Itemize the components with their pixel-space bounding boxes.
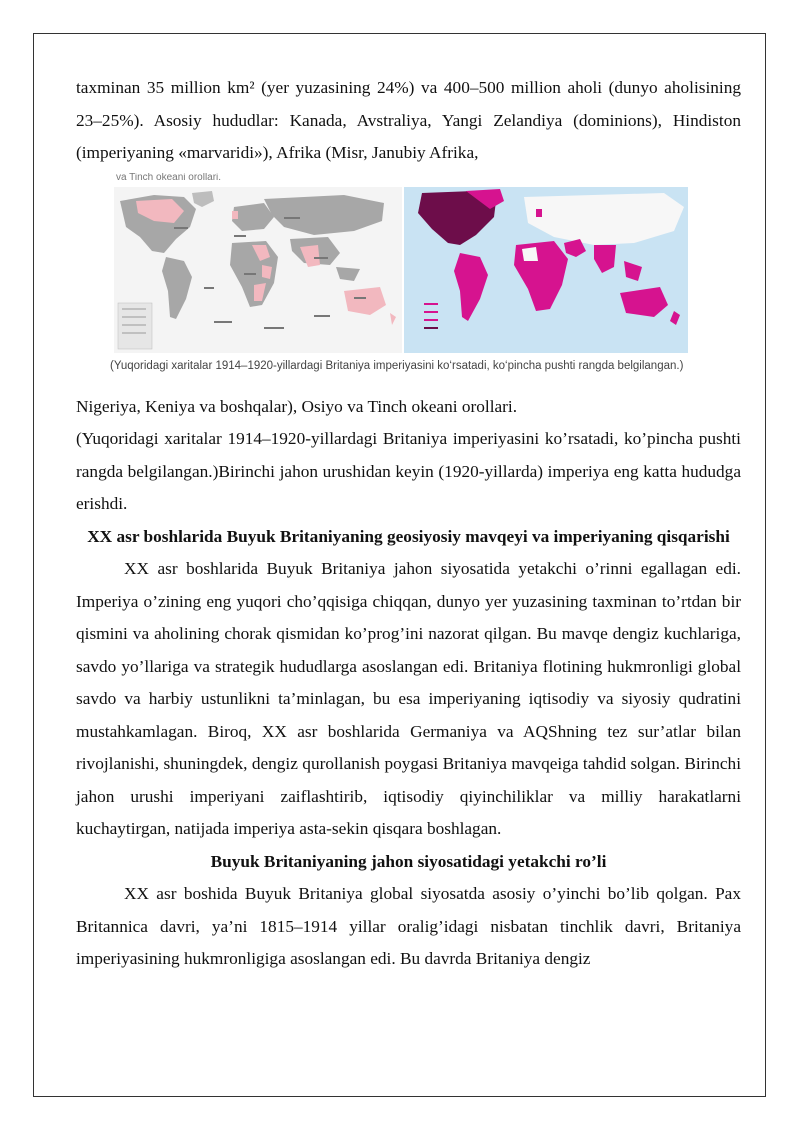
british-empire-map-colored <box>404 187 688 353</box>
british-empire-map-gray <box>114 187 402 353</box>
paragraph-geopolitics: XX asr boshlarida Buyuk Britaniya jahon siyosatida yetakchi o’rinni egallagan edi. Imperiya o’zining eng yuqori cho’qqisiga chiqqan, dunyo yer yuzasining taxminan to’rtdan bir qismini va aholining chorak qismidan ko’prog’ini nazorat qilgan. Bu mavqe dengiz kuchlariga, savdo yo’llariga va strategik hududlarga asoslangan edi. Britaniya flotining hukmronligi global savdo va harbiy ustunlikni ta’minlagan, bu esa imperiyaning iqtisodiy va siyosiy qudratini mustahkamlagan. Biroq, XX asr boshlarida Germaniya va AQShning tez sur’atlar bilan rivojlanishi, shuningdek, dengiz qurollanish poygasi Britaniya mavqeiga tahdid solgan. Birinchi jahon urushi imperiyani zaiflashtirib, iqtisodiy qiyinchiliklar va milliy harakatlarni kuchaytirgan, natijada imperiya asta-sekin qisqara boshlagan. <box>76 559 741 838</box>
paragraph-intro: taxminan 35 million km² (yer yuzasining 24%) va 400–500 million aholi (dunyo aholisining 23–25%). Asosiy hududlar: Kanada, Avstraliya, Yangi Zelandiya (dominions), Hindiston (imperiyaning «marvaridi»), Afrika (Misr, Janubiy Afrika, <box>76 78 741 162</box>
page-content <box>76 72 741 976</box>
section-heading-leading-role: Buyuk Britaniyaning jahon siyosatidagi yetakchi ro’li <box>210 851 607 871</box>
figure-caption: (Yuqoridagi xaritalar 1914–1920-yillardagi Britaniya imperiyasini ko‘rsatadi, ko‘pincha pushti rangda belgilangan.) <box>110 359 684 372</box>
paragraph-map-note: (Yuqoridagi xaritalar 1914–1920-yillardagi Britaniya imperiyasini ko’rsatadi, ko’pincha pushti rangda belgilangan.)Birinchi jahon urushidan keyin (1920-yillarda) imperiya eng katta hududga erishdi. <box>76 429 741 513</box>
section-heading-geopolitics: XX asr boshlarida Buyuk Britaniyaning geosiyosiy mavqeyi va imperiyaning qisqarishi <box>87 526 730 546</box>
maps-figure <box>76 173 741 385</box>
figure-cut-text: va Tinch okeani orollari. <box>116 172 222 181</box>
paragraph-continuation: Nigeriya, Keniya va boshqalar), Osiyo va Tinch okeani orollari. <box>76 396 518 416</box>
paragraph-leading-role: XX asr boshida Buyuk Britaniya global siyosatda asosiy o’yinchi bo’lib qolgan. Pax Britannica davri, ya’ni 1815–1914 yillar oralig’idagi nisbatan tinchlik davri, Britaniya imperiyasining hukmronligiga asoslangan edi. Bu davrda Britaniya dengiz <box>76 884 741 968</box>
